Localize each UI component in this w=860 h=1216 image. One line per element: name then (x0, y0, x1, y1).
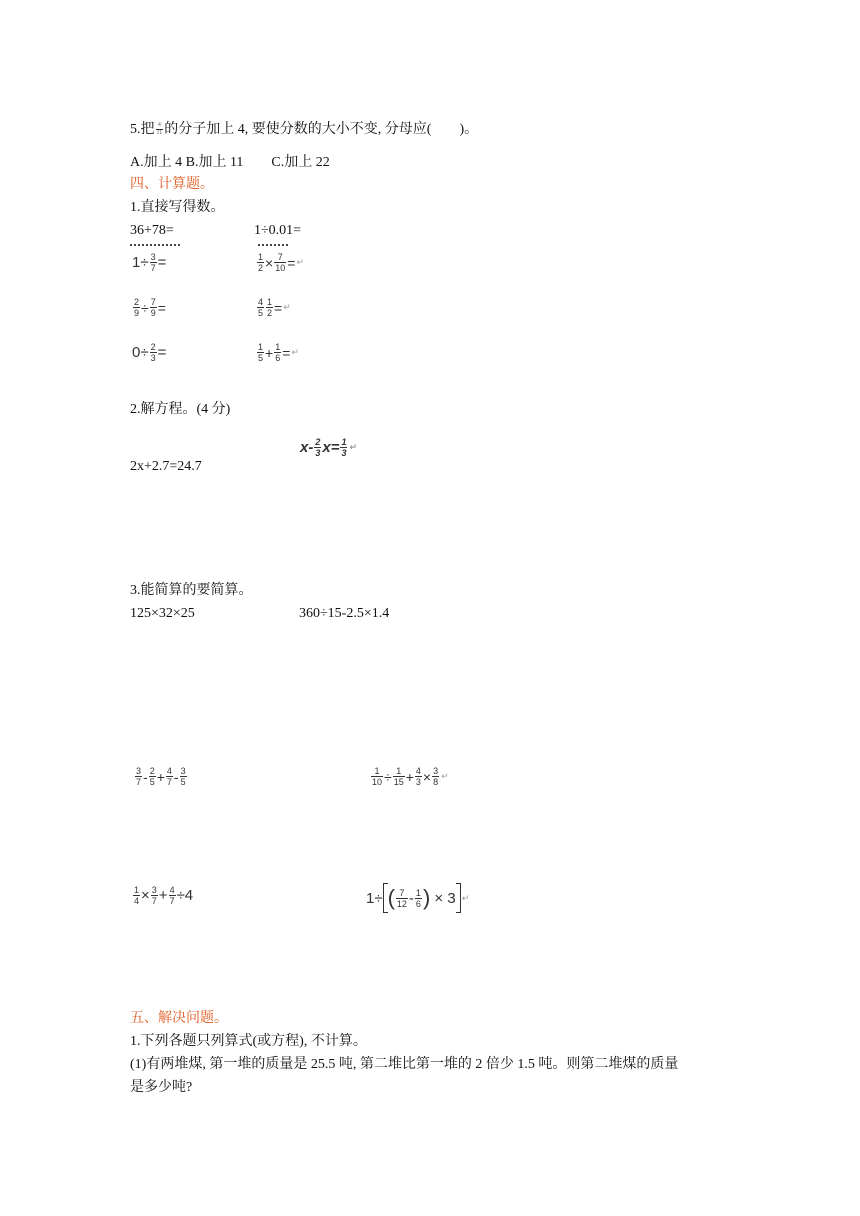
calc-1-4-times-3-7: $\frac{1}{4}$ × $\frac{3}{7}$ + $\frac{4}{7}$ ÷4 (134, 885, 194, 906)
q5-suffix: 的分子加上 4, 要使分数的大小不变, 分母应( )。 (164, 121, 479, 137)
equation-2: x- $\frac{2}{3}$ x= $\frac{1}{3}$ ↵ (300, 437, 358, 458)
calc-1-2-times-7-10: $\frac{1}{2}$ × $\frac{7}{10}$ = ↵ (258, 252, 304, 273)
q5-fraction-num: 4 (157, 122, 161, 128)
calc-4-5-1-2: $\frac{4}{5}$ $\frac{1}{2}$ = ↵ (258, 297, 291, 318)
equation-1: 2x+2.7=24.7 (130, 459, 202, 474)
q5-prefix: 5.把 (130, 121, 155, 137)
calc-125-32-25: 125×32×25 (130, 606, 195, 621)
calc-1-5-plus-1-6: $\frac{1}{5}$ + $\frac{1}{6}$ = ↵ (258, 342, 299, 363)
calc-2-9-div-7-9: $\frac{2}{9}$ ÷ $\frac{7}{9}$ = (134, 297, 166, 318)
s4-q1-title: 1.直接写得数。 (130, 200, 225, 215)
s4-row1-left: 36+78= (130, 223, 174, 238)
s5-problem1-line2: 是多少吨? (130, 1080, 193, 1095)
calc-fractions-add: $\frac{3}{7}$ - $\frac{2}{5}$ + $\frac{4}{7}$ - $\frac{3}{5}$ (136, 766, 186, 787)
calc-1-10-div-1-15: $\frac{1}{10}$ ÷ $\frac{1}{15}$ + $\frac{4}{3}$ × $\frac{3}{8}$ ↵ (372, 766, 449, 787)
s4-q2-title: 2.解方程。(4 分) (130, 402, 231, 417)
calc-1-div-bracket: 1÷ ( $\frac{7}{12}$ - $\frac{1}{6}$ ) × 3 ↵ (366, 883, 469, 913)
s5-q1-title: 1.下列各题只列算式(或方程), 不计算。 (130, 1034, 367, 1049)
s4-q3-title: 3.能简算的要简算。 (130, 583, 253, 598)
s4-row1-right: 1÷0.01= (254, 223, 302, 238)
q5-fraction (156, 122, 164, 137)
clipped-text-fragment (258, 244, 288, 249)
q5-options: A.加上 4 B.加上 11 C.加上 22 (130, 155, 330, 170)
section4-title: 四、计算题。 (130, 177, 214, 192)
q5-fraction-den: 11 (156, 130, 163, 136)
calc-1-div-3-7: 1÷ $\frac{3}{7}$ = (132, 252, 167, 273)
calc-0-div-2-3: 0÷ $\frac{2}{3}$ = (132, 342, 167, 363)
q5-line (130, 122, 478, 137)
calc-360-15: 360÷15-2.5×1.4 (299, 606, 390, 621)
clipped-text-fragment (130, 244, 180, 249)
section5-title: 五、解决问题。 (130, 1011, 228, 1026)
s5-problem1-line1: (1)有两堆煤, 第一堆的质量是 25.5 吨, 第二堆比第一堆的 2 倍少 1.5 吨。则第二堆煤的质量 (130, 1057, 679, 1072)
